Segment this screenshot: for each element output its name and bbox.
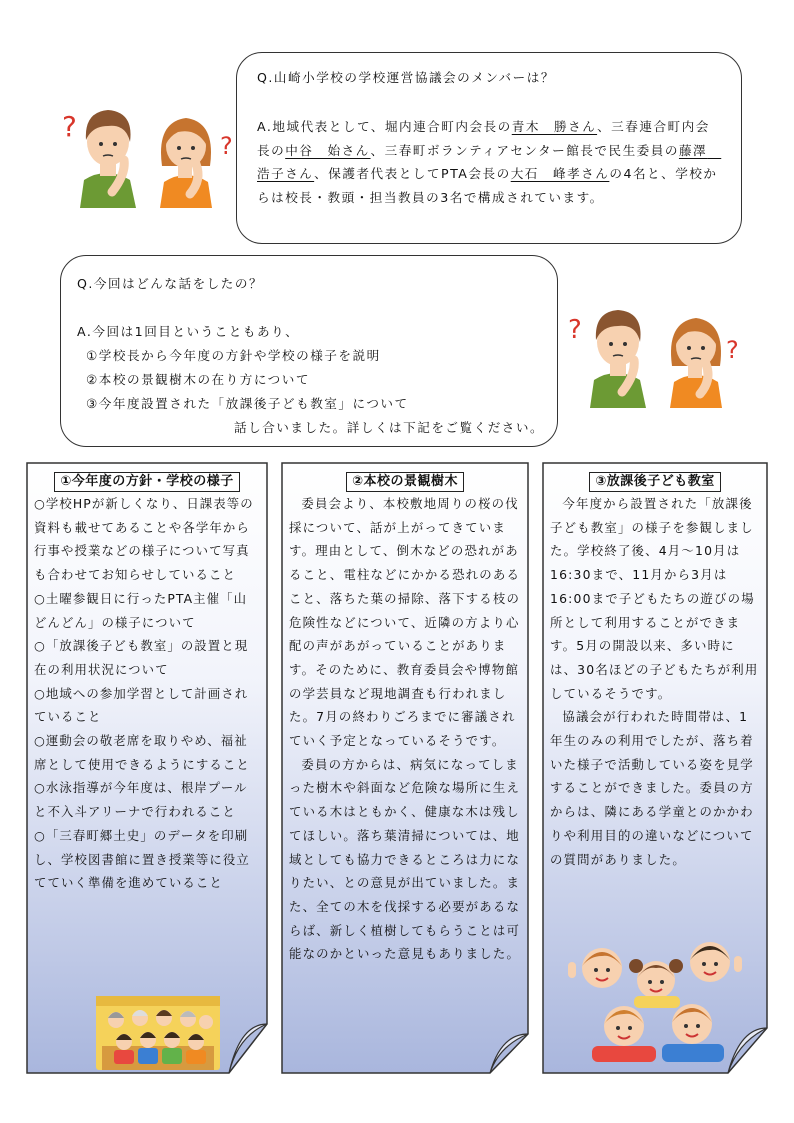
answer-text: 、三春町ボランティアセンター館長で民生委員の <box>370 142 679 158</box>
thinking-people-illustration-1 <box>56 96 236 208</box>
qa2-answer-line-1: A.今回は1回目ということもあり、 <box>77 324 300 339</box>
community-gathering-illustration <box>96 990 220 1070</box>
qa2-answer-line-3: ②本校の景観樹木の在り方について <box>86 372 310 387</box>
column-1-title: ①今年度の方針・学校の様子 <box>54 472 240 492</box>
column-1-item: ○「放課後子ども教室」の設置と現在の利用状況について <box>34 638 249 677</box>
column-1-item: ○土曜参観日に行ったPTA主催「山どんどん」の様子について <box>34 590 248 630</box>
svg-text:?: ? <box>62 110 77 143</box>
qa1-question: Q.山崎小学校の学校運営協議会のメンバーは？ <box>257 70 555 85</box>
column-2-title: ②本校の景観樹木 <box>346 472 464 492</box>
member-name: 藤澤 浩子さん <box>257 142 722 181</box>
member-name: 中谷 始さん <box>285 142 371 158</box>
qa2-answer-line-2: ①学校長から今年度の方針や学校の様子を説明 <box>86 348 381 363</box>
svg-text:?: ? <box>726 336 739 364</box>
thinking-people-illustration-2 <box>566 296 746 408</box>
answer-text: A.地域代表として、堀内連合町内会長の <box>257 119 512 134</box>
happy-children-illustration <box>562 932 752 1062</box>
qa2-answer-line-4: ③今年度設置された「放課後子ども教室」について <box>86 396 409 411</box>
column-after-school-class <box>542 462 768 1074</box>
column-landscape-trees <box>281 462 529 1074</box>
column-1-item: ○水泳指導が今年度は、根岸プールと不入斗アリーナで行われること <box>34 780 248 820</box>
column-3-paragraph: 今年度から設置された「放課後子ども教室」の様子を参観しました。学校終了後、4月～10月は16:30まで、11月から3月は16:00まで子どもたちの遊びの場所として利用することができます。5月の開設以来、多い時には、30名ほどの子どもたちが利用しているそうです。 <box>550 496 759 701</box>
qa1-answer <box>257 115 722 209</box>
qa2-closing: 話し合いました。詳しくは下記をご覧ください。 <box>234 420 545 435</box>
answer-text: の4名と、学校からは校長・教頭・担当教員の3名で構成されています。 <box>257 166 718 205</box>
column-1-item: ○地域への参加学習として計画されていること <box>34 685 249 725</box>
column-2-paragraph: 委員会より、本校敷地周りの桜の伐採について、話が上がってきています。理由として、倒木などの恐れがあること、電柱などにかかる恐れのあること、落ちた葉の掃除、落下する枝の危険性などについて、近隣の方より心配の声があがっていることがあります。そのために、教育委員会や博物館の学芸員など現地調査も行われました。7月の終わりごろまでに審議されていく予定となっているそうです。 <box>289 496 521 749</box>
qa2-question: Q.今回はどんな話をしたの？ <box>77 276 264 291</box>
column-3-paragraph: 協議会が行われた時間帯は、1年生のみの利用でしたが、落ち着いた様子で活動している姿を見学することができました。委員の方からは、隣にある学童とのかかわりや利用目的の違いなどについての質問がありました。 <box>550 709 754 867</box>
member-name: 青木 勝さん <box>511 119 598 134</box>
answer-text: 、三春連合町内会長の <box>257 119 710 158</box>
column-3-title: ③放課後子ども教室 <box>589 472 721 492</box>
column-2-paragraph: 委員の方からは、病気になってしまった樹木や斜面など危険な場所に生えている木はともかく、健康な木は残してほしい。落ち葉清掃については、地域としても協力できるところは力になりたい、との意見が出ていました。また、全ての木を伐採する必要があるならば、新しく植樹してもらうことは可能なのかといった意見もありました。 <box>289 756 521 962</box>
column-1-item: ○運動会の敬老席を取りやめ、福祉席として使用できるようにすること <box>34 733 250 772</box>
answer-text: 、保護者代表としてPTA会長の <box>314 166 511 181</box>
svg-text:?: ? <box>220 132 233 160</box>
column-1-item: ○学校HPが新しくなり、日課表等の資料も載せてあることや各学年から行事や授業などの様子について写真も合わせてお知らせしていること <box>34 496 254 583</box>
column-1-item: ○「三春町郷土史」のデータを印刷し、学校図書館に置き授業等に役立てていく準備を進めていること <box>34 827 250 891</box>
column-school-policy <box>26 462 268 1074</box>
svg-text:?: ? <box>568 315 582 345</box>
member-name: 大石 峰孝さん <box>510 166 610 181</box>
